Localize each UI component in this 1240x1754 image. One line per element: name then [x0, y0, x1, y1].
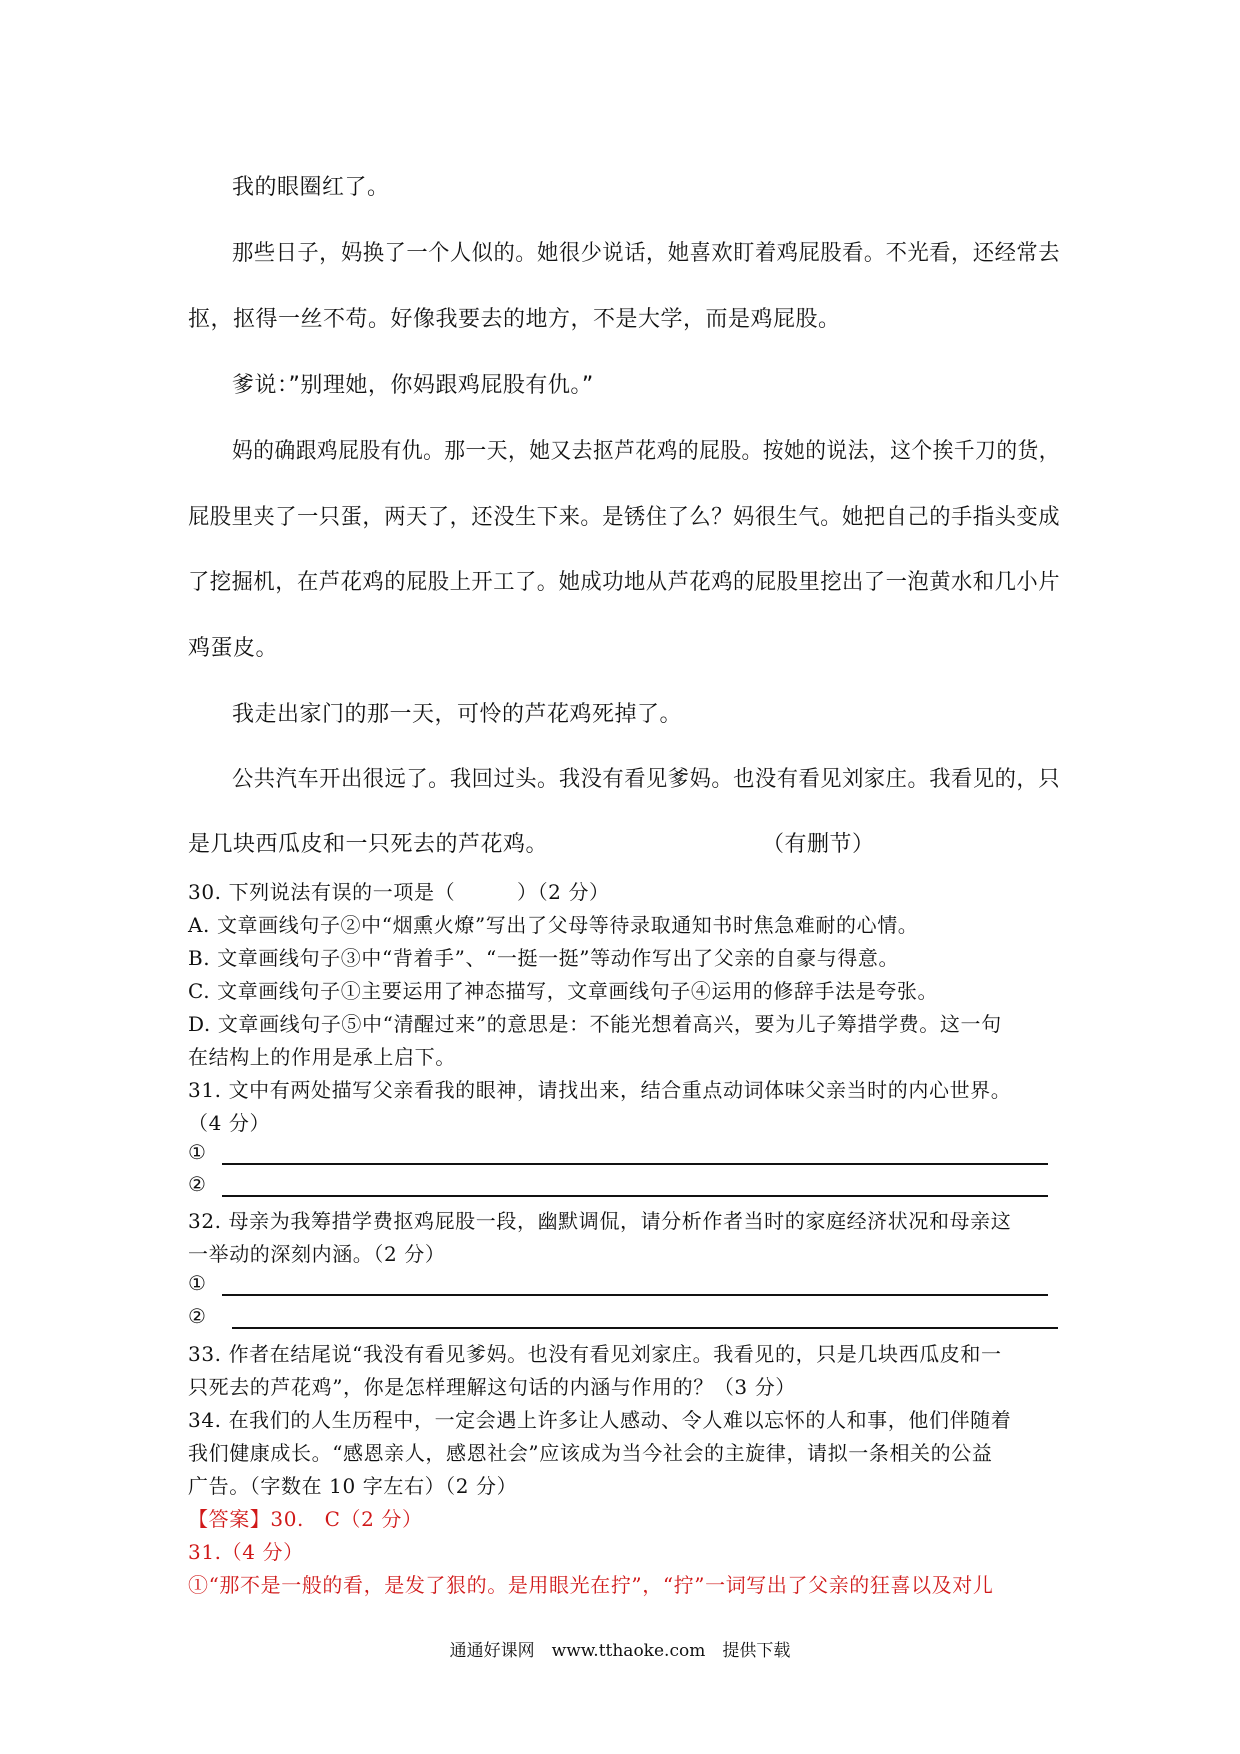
question-34: 34. 在我们的人生历程中，一定会遇上许多让人感动、令人难以忘怀的人和事，他们伴随着: [188, 1408, 1012, 1432]
passage-paragraph: 抠，抠得一丝不苟。好像我要去的地方，不是大学，而是鸡屁股。: [188, 307, 841, 332]
question-34-cont: 广告。（字数在 10 字左右）（2 分）: [188, 1474, 518, 1498]
answer-30: 【答案】30. C（2 分）: [188, 1507, 423, 1531]
answer-blank-label: ②: [188, 1304, 207, 1328]
question-30-option-c: C. 文章画线句子①主要运用了神态描写，文章画线句子④运用的修辞手法是夸张。: [188, 979, 939, 1003]
passage-paragraph: 妈的确跟鸡屁股有仇。那一天，她又去抠芦花鸡的屁股。按她的说法，这个挨千刀的货，: [232, 439, 1061, 464]
passage-note: （有删节）: [762, 832, 875, 857]
passage-paragraph: 公共汽车开出很远了。我回过头。我没有看见爹妈。也没有看见刘家庄。我看见的，只: [232, 767, 1060, 792]
passage-paragraph: 了挖掘机，在芦花鸡的屁股上开工了。她成功地从芦花鸡的屁股里挖出了一泡黄水和几小片: [188, 570, 1061, 595]
answer-blank-line[interactable]: [222, 1294, 1048, 1296]
question-33: 33. 作者在结尾说“我没有看见爹妈。也没有看见刘家庄。我看见的，只是几块西瓜皮和一: [188, 1342, 1002, 1366]
answer-blank-line[interactable]: [222, 1163, 1048, 1165]
question-32: 32. 母亲为我筹措学费抠鸡屁股一段，幽默调侃，请分析作者当时的家庭经济状况和母亲这: [188, 1209, 1012, 1233]
question-32-cont: 一举动的深刻内涵。（2 分）: [188, 1242, 446, 1266]
question-30-option-d-cont: 在结构上的作用是承上启下。: [188, 1045, 456, 1069]
passage-paragraph: 我走出家门的那一天，可怜的芦花鸡死掉了。: [232, 702, 683, 727]
passage-paragraph: 我的眼圈红了。: [232, 175, 390, 200]
passage-paragraph: 屁股里夹了一只蛋，两天了，还没生下来。是锈住了么？妈很生气。她把自己的手指头变成: [188, 505, 1061, 530]
passage-paragraph: 是几块西瓜皮和一只死去的芦花鸡。: [188, 832, 549, 857]
answer-blank-line[interactable]: [222, 1195, 1048, 1197]
answer-blank-label: ②: [188, 1172, 207, 1196]
question-31-score: （4 分）: [188, 1111, 271, 1135]
question-30-option-a: A. 文章画线句子②中“烟熏火燎”写出了父母等待录取通知书时焦急难耐的心情。: [188, 913, 919, 937]
passage-paragraph: 那些日子，妈换了一个人似的。她很少说话，她喜欢盯着鸡屁股看。不光看，还经常去: [232, 241, 1060, 266]
question-30-option-b: B. 文章画线句子③中“背着手”、“一挺一挺”等动作写出了父亲的自豪与得意。: [188, 946, 900, 970]
answer-31-heading: 31.（4 分）: [188, 1540, 304, 1564]
question-31: 31. 文中有两处描写父亲看我的眼神，请找出来，结合重点动词体味父亲当时的内心世界。: [188, 1078, 1012, 1102]
answer-blank-label: ①: [188, 1271, 207, 1295]
question-30-option-d: D. 文章画线句子⑤中“清醒过来”的意思是：不能光想着高兴，要为儿子筹措学费。这一句: [188, 1012, 1002, 1036]
answer-31-point-1: ①“那不是一般的看，是发了狠的。是用眼光在拧”，“拧”一词写出了父亲的狂喜以及对儿: [188, 1573, 994, 1597]
question-34-cont: 我们健康成长。“感恩亲人，感恩社会”应该成为当今社会的主旋律，请拟一条相关的公益: [188, 1441, 993, 1465]
question-30: 30. 下列说法有误的一项是（ ）（2 分）: [188, 880, 610, 904]
passage-paragraph: 爹说：”别理她，你妈跟鸡屁股有仇。”: [232, 373, 594, 398]
answer-blank-line[interactable]: [232, 1327, 1058, 1329]
page-footer: 通通好课网 www.tthaoke.com 提供下载: [449, 1641, 791, 1661]
question-33-cont: 只死去的芦花鸡”，你是怎样理解这句话的内涵与作用的？（3 分）: [188, 1375, 796, 1399]
answer-blank-label: ①: [188, 1140, 207, 1164]
passage-paragraph: 鸡蛋皮。: [188, 636, 279, 661]
